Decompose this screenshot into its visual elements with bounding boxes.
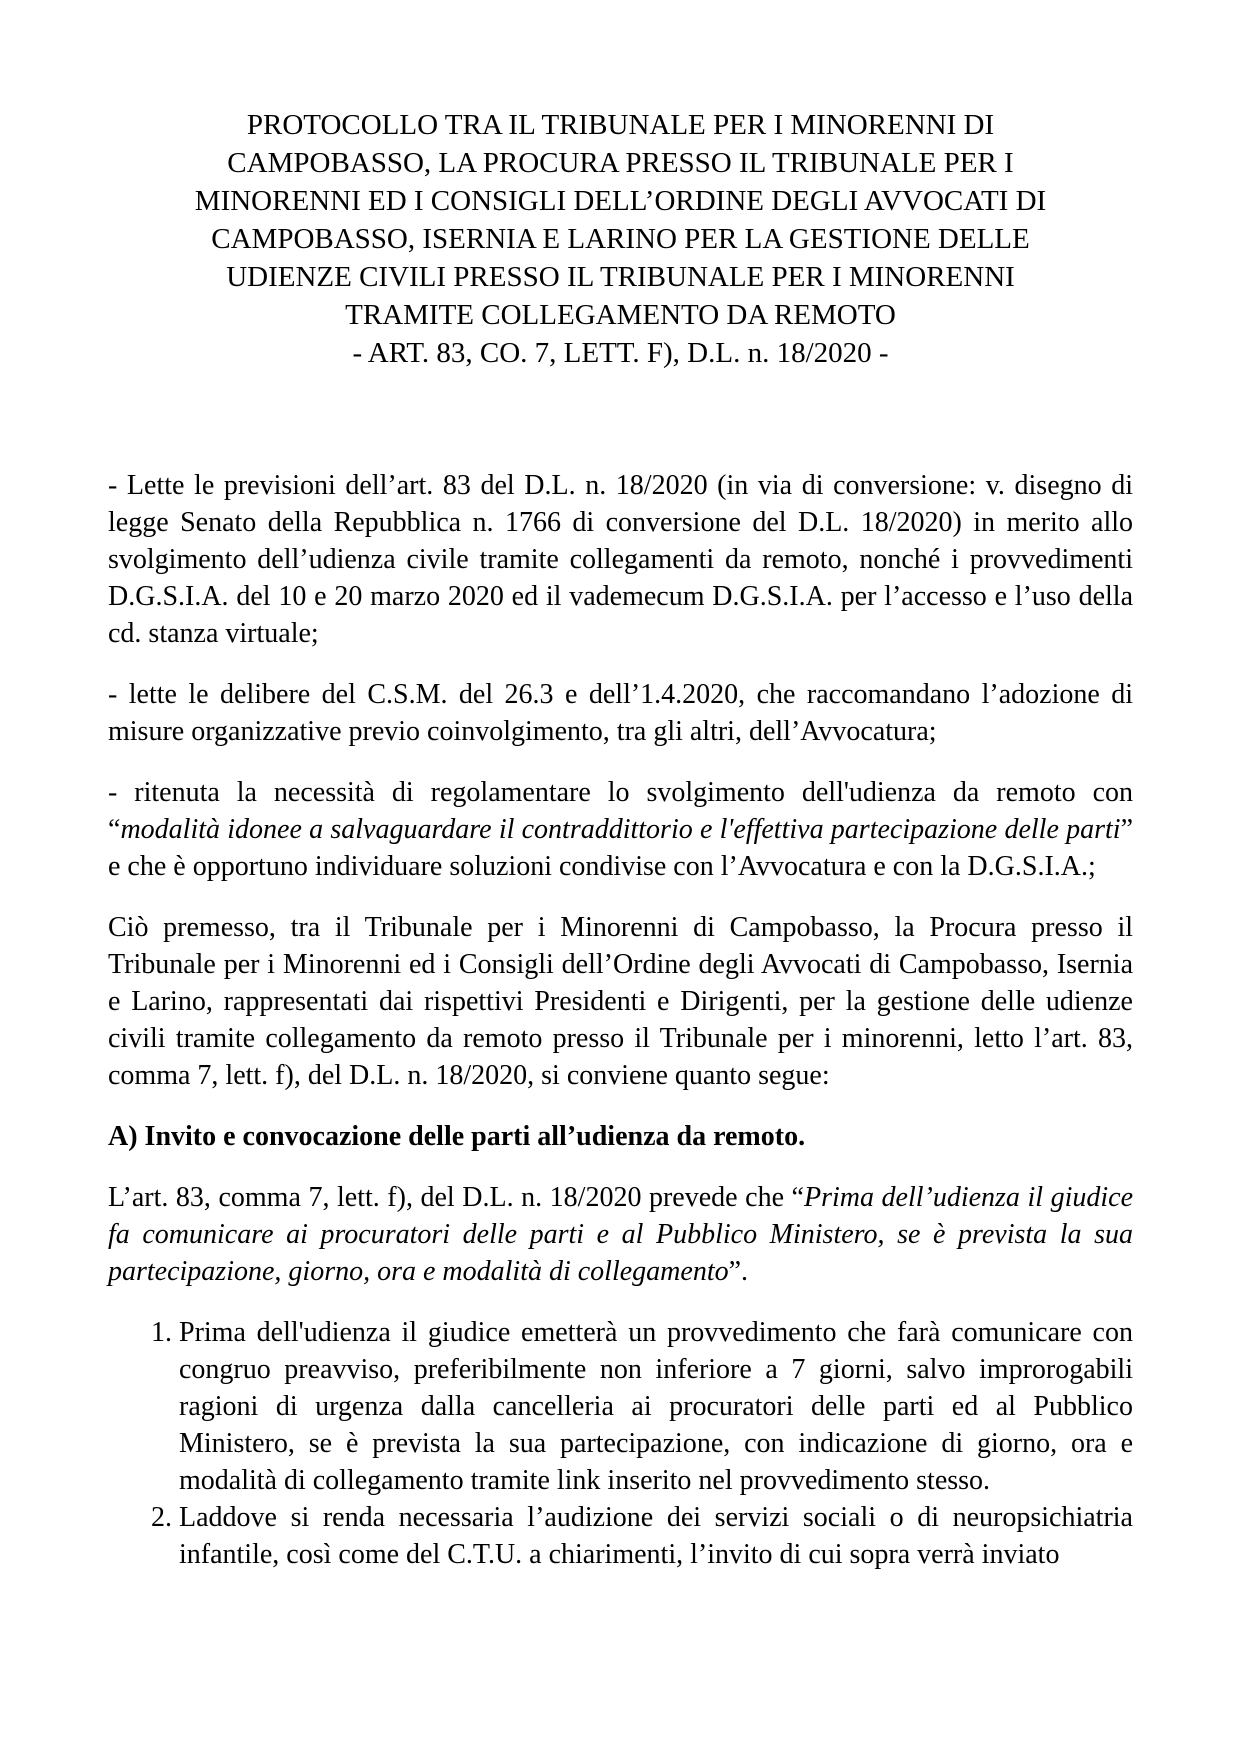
paragraph-ritenuta-necessita	[108, 774, 1133, 885]
title-line: CAMPOBASSO, ISERNIA E LARINO PER LA GESTIONE DELLE	[211, 223, 1030, 255]
title-line: TRAMITE COLLEGAMENTO DA REMOTO	[345, 299, 896, 331]
text-run: - Lette le previsioni dell’art. 83 del D.L. n. 18/2020 (in via di conversione: v. disegno di legge Senato della Repubblica n. 1766 di conversione del D.L. 18/2020) in merito allo svolgimento dell’udienza civile tramite collegamenti da remoto, nonché i provvedimenti D.G.S.I.A. del 10 e 20 marzo 2020 ed il vademecum D.G.S.I.A. per l’accesso e l’uso della cd. stanza virtuale;	[108, 470, 1133, 649]
paragraph-lette-delibere	[108, 676, 1133, 750]
paragraph-cio-premesso	[108, 909, 1133, 1094]
list-item-2	[179, 1499, 1133, 1573]
title-line: PROTOCOLLO TRA IL TRIBUNALE PER I MINORENNI DI	[246, 109, 995, 141]
title-line: MINORENNI ED I CONSIGLI DELL’ORDINE DEGLI AVVOCATI DI	[194, 185, 1047, 217]
title-lines	[108, 106, 1133, 334]
italic-run: Prima dell’udienza il giudice fa comunicare ai procuratori delle parti e al Pubblico Ministero, se è prevista la sua partecipazione, giorno, ora e modalità di collegamento	[108, 1182, 1133, 1287]
text-run: Laddove si renda necessaria l’audizione dei servizi sociali o di neuropsichiatria infantile, così come del C.T.U. a chiarimenti, l’invito di cui sopra verrà inviato	[179, 1502, 1133, 1570]
document-title	[108, 106, 1133, 372]
numbered-list	[108, 1314, 1133, 1573]
text-run: Prima dell'udienza il giudice emetterà un provvedimento che farà comunicare con congruo preavviso, preferibilmente non inferiore a 7 giorni, salvo improrogabili ragioni di urgenza dalla cancelleria ai procuratori delle parti ed al Pubblico Ministero, se è prevista la sua partecipazione, con indicazione di giorno, ora e modalità di collegamento tramite link inserito nel provvedimento stesso.	[179, 1317, 1133, 1496]
text-run: - ritenuta la necessità di regolamentare lo svolgimento dell'udienza da remoto con “	[108, 777, 1133, 845]
text-run: L’art. 83, comma 7, lett. f), del D.L. n. 18/2020 prevede che “	[108, 1182, 804, 1213]
paragraph-lette-previsioni	[108, 467, 1133, 652]
title-line: UDIENZE CIVILI PRESSO IL TRIBUNALE PER I MINORENNI	[226, 261, 1015, 293]
section-heading-a: A) Invito e convocazione delle parti all’udienza da remoto.	[108, 1121, 806, 1152]
list-item-1	[179, 1314, 1133, 1499]
text-run: Ciò premesso, tra il Tribunale per i Minorenni di Campobasso, la Procura presso il Tribunale per i Minorenni ed i Consigli dell’Ordine degli Avvocati di Campobasso, Isernia e Larino, rappresentati dai rispettivi Presidenti e Dirigenti, per la gestione delle udienze civili tramite collegamento da remoto presso il Tribunale per i minorenni, letto l’art. 83, comma 7, lett. f), del D.L. n. 18/2020, si conviene quanto segue:	[108, 912, 1133, 1091]
title-subtitle: - ART. 83, CO. 7, LETT. F), D.L. n. 18/2020 -	[352, 337, 889, 369]
document-body	[108, 467, 1133, 1573]
text-run: ” e che è opportuno individuare soluzioni condivise con l’Avvocatura e con la D.G.S.I.A.;	[108, 814, 1133, 882]
paragraph-art83-prevede	[108, 1179, 1133, 1290]
title-line: CAMPOBASSO, LA PROCURA PRESSO IL TRIBUNALE PER I	[227, 147, 1014, 179]
italic-run: modalità idonee a salvaguardare il contraddittorio e l'effettiva partecipazione delle parti	[120, 814, 1121, 845]
text-run: - lette le delibere del C.S.M. del 26.3 e dell’1.4.2020, che raccomandano l’adozione di misure organizzative previo coinvolgimento, tra gli altri, dell’Avvocatura;	[108, 679, 1133, 747]
text-run: ”.	[728, 1256, 749, 1287]
